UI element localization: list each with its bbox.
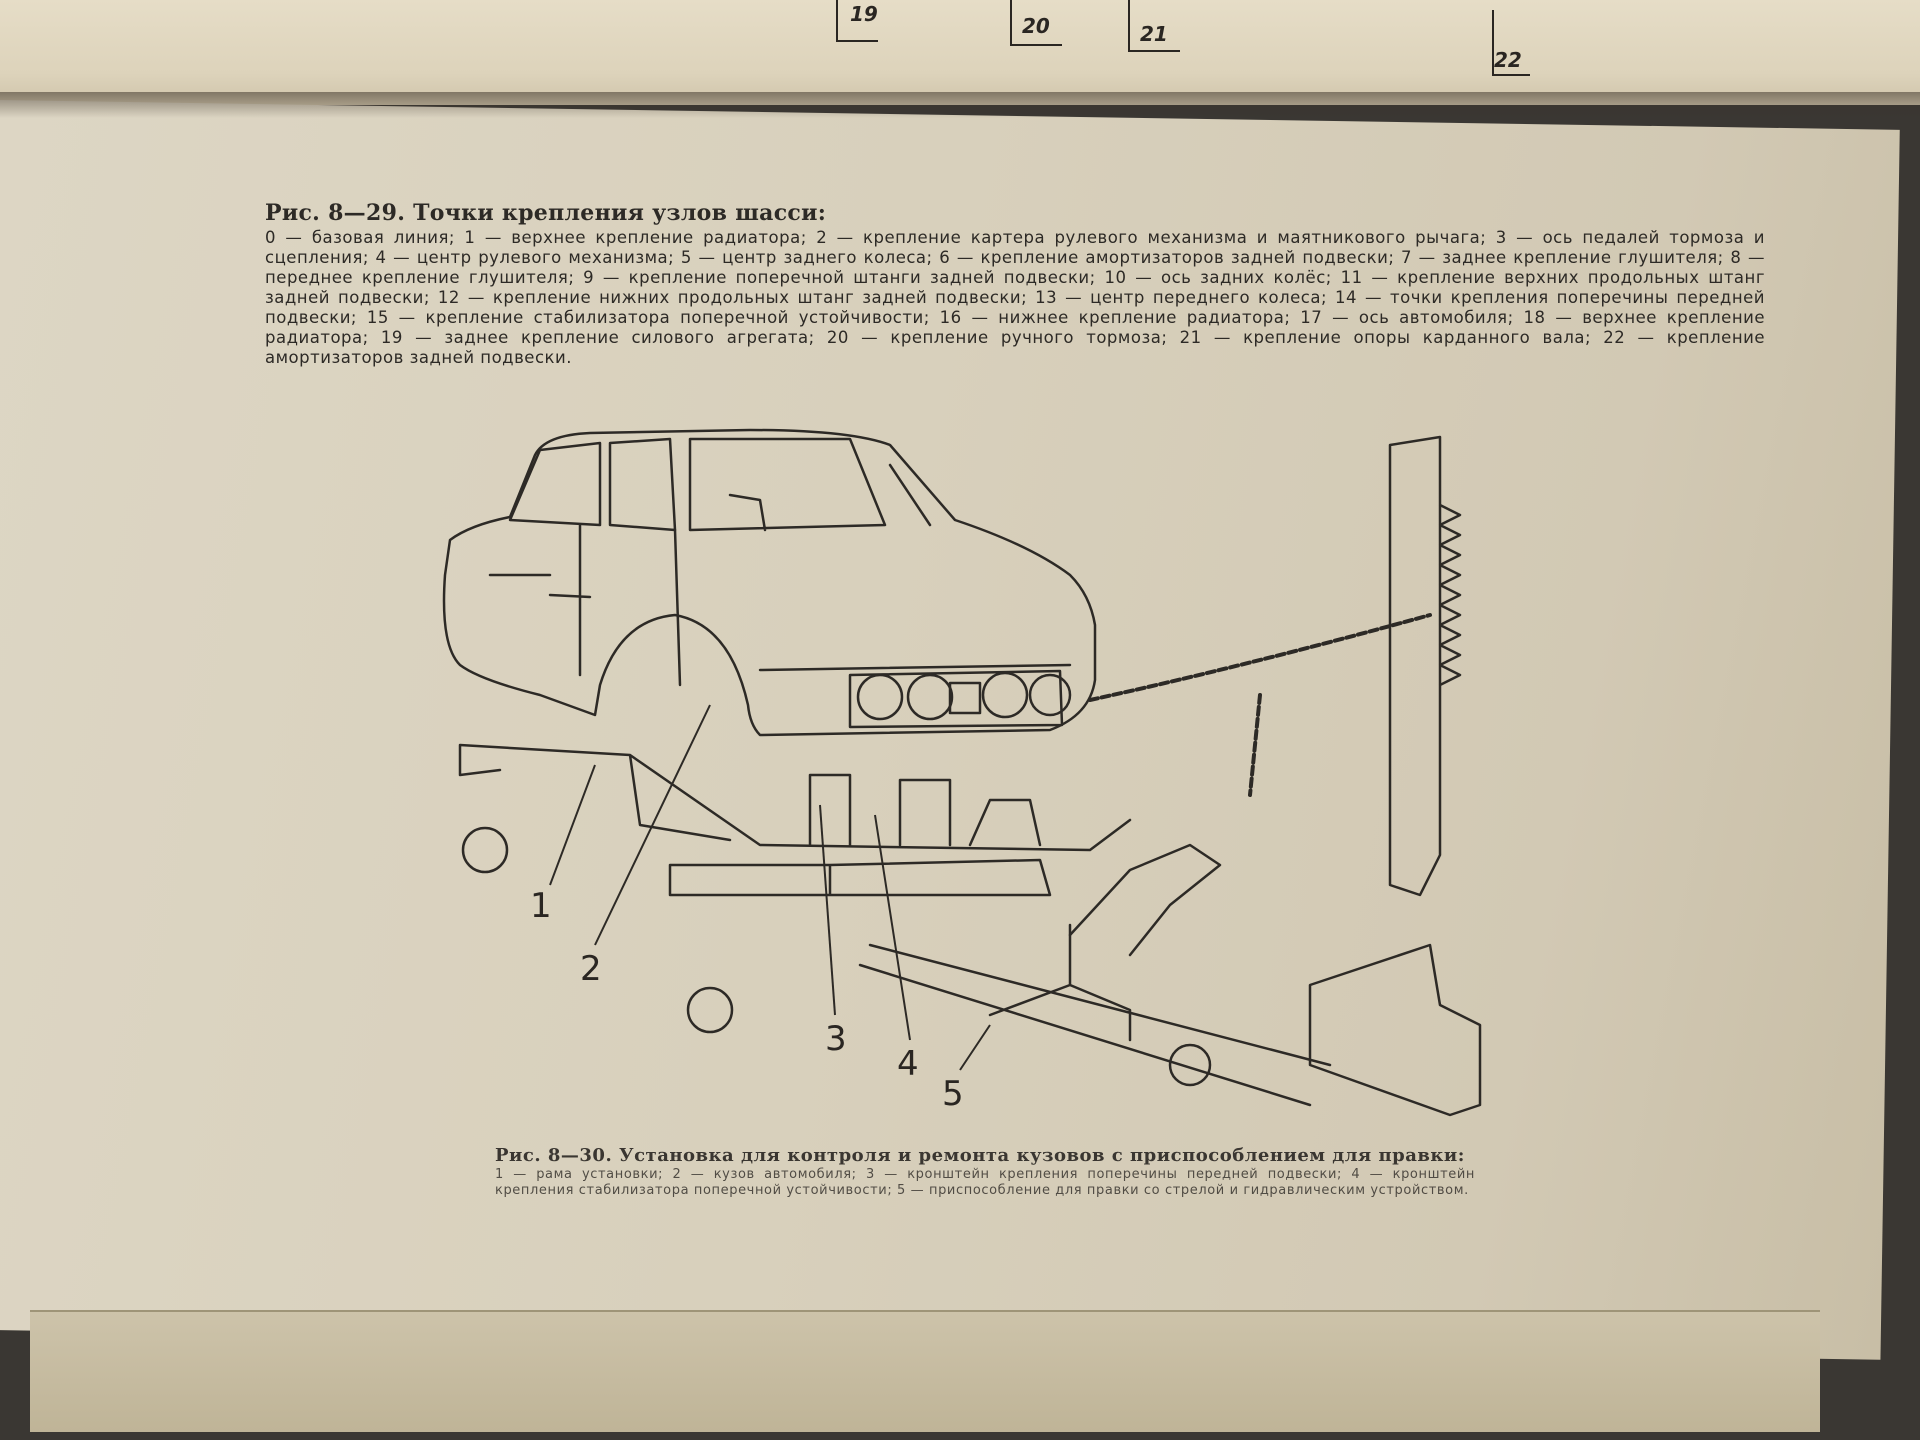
callout-3: 3: [825, 1019, 847, 1059]
headlight: [908, 675, 952, 719]
pulling-chain: [1090, 615, 1430, 795]
figure-number: 21: [1140, 22, 1168, 46]
straightening-arm: [860, 925, 1330, 1105]
callout-5: 5: [942, 1074, 964, 1114]
figure-8-30-title: Рис. 8—30. Установка для контроля и ремонта кузовов с приспособлением для правки:: [495, 1145, 1465, 1166]
headlight: [858, 675, 902, 719]
callout-4: 4: [897, 1044, 919, 1084]
figure-number: 19: [850, 2, 878, 26]
figure-number: 20: [1022, 14, 1050, 38]
caster-wheel: [688, 988, 732, 1032]
door-lines: [490, 525, 680, 685]
caster-wheel: [1170, 1045, 1210, 1085]
figure-8-30-caption: [495, 1145, 1475, 1199]
page-stack-edge: [30, 1310, 1820, 1432]
previous-page-strip: [0, 0, 1920, 105]
support-brackets: [810, 775, 1040, 845]
headlight: [983, 673, 1027, 717]
body-repair-stand-illustration: [430, 425, 1520, 1125]
callout-2: 2: [580, 949, 602, 989]
grille: [950, 683, 980, 713]
headlight: [1030, 675, 1070, 715]
stand-frame: [460, 745, 1130, 895]
car-windows: [510, 439, 930, 530]
tower-post: [1390, 437, 1460, 895]
callout-lines: [550, 705, 990, 1070]
figure-number: 22: [1494, 48, 1522, 72]
figure-8-29-legend: 0 — базовая линия; 1 — верхнее крепление радиатора; 2 — крепление картера рулевого механизма и маятникового рычага; 3 — ось педалей тормоза и сцепления; 4 — центр рулевого механизма; 5 — центр заднего колеса; 6 — крепление амортизаторов задней подвески; 7 — заднее крепление глушителя; 8 — переднее крепление глушителя; 9 — крепление поперечной штанги задней подвески; 10 — ось задних колёс; 11 — крепление верхних продольных штанг задней подвески; 12 — крепление нижних продольных штанг задней подвески; 13 — центр переднего колеса; 14 — точки крепления поперечины передней подвески; 15 — крепление стабилизатора поперечной устойчивости; 16 — нижнее крепление радиатора; 17 — ось автомобиля; 18 — верхнее крепление радиатора; 19 — заднее крепление силового агрегата; 20 — крепление ручного тормоза; 21 — крепление опоры карданного вала; 22 — крепление амортизаторов задней подвески.: [265, 228, 1765, 367]
figure-8-29-caption: [265, 200, 1765, 368]
figure-8-29-title: Рис. 8—29. Точки крепления узлов шасси:: [265, 200, 827, 226]
caster-wheel: [463, 828, 507, 872]
page-fold-shadow: [0, 92, 1920, 118]
hydraulic-cylinder: [1070, 845, 1220, 955]
figure-8-30-legend: 1 — рама установки; 2 — кузов автомобиля; 3 — кронштейн крепления поперечины передней подвески; 4 — кронштейн крепления стабилизатора поперечной устойчивости; 5 — приспособление для правки со стрелой и гидравлическим устройством.: [495, 1167, 1475, 1198]
car-front-fascia: [760, 665, 1070, 727]
car-body-outline: [444, 430, 1095, 735]
callout-1: 1: [530, 886, 552, 926]
tower-base: [1310, 945, 1480, 1115]
